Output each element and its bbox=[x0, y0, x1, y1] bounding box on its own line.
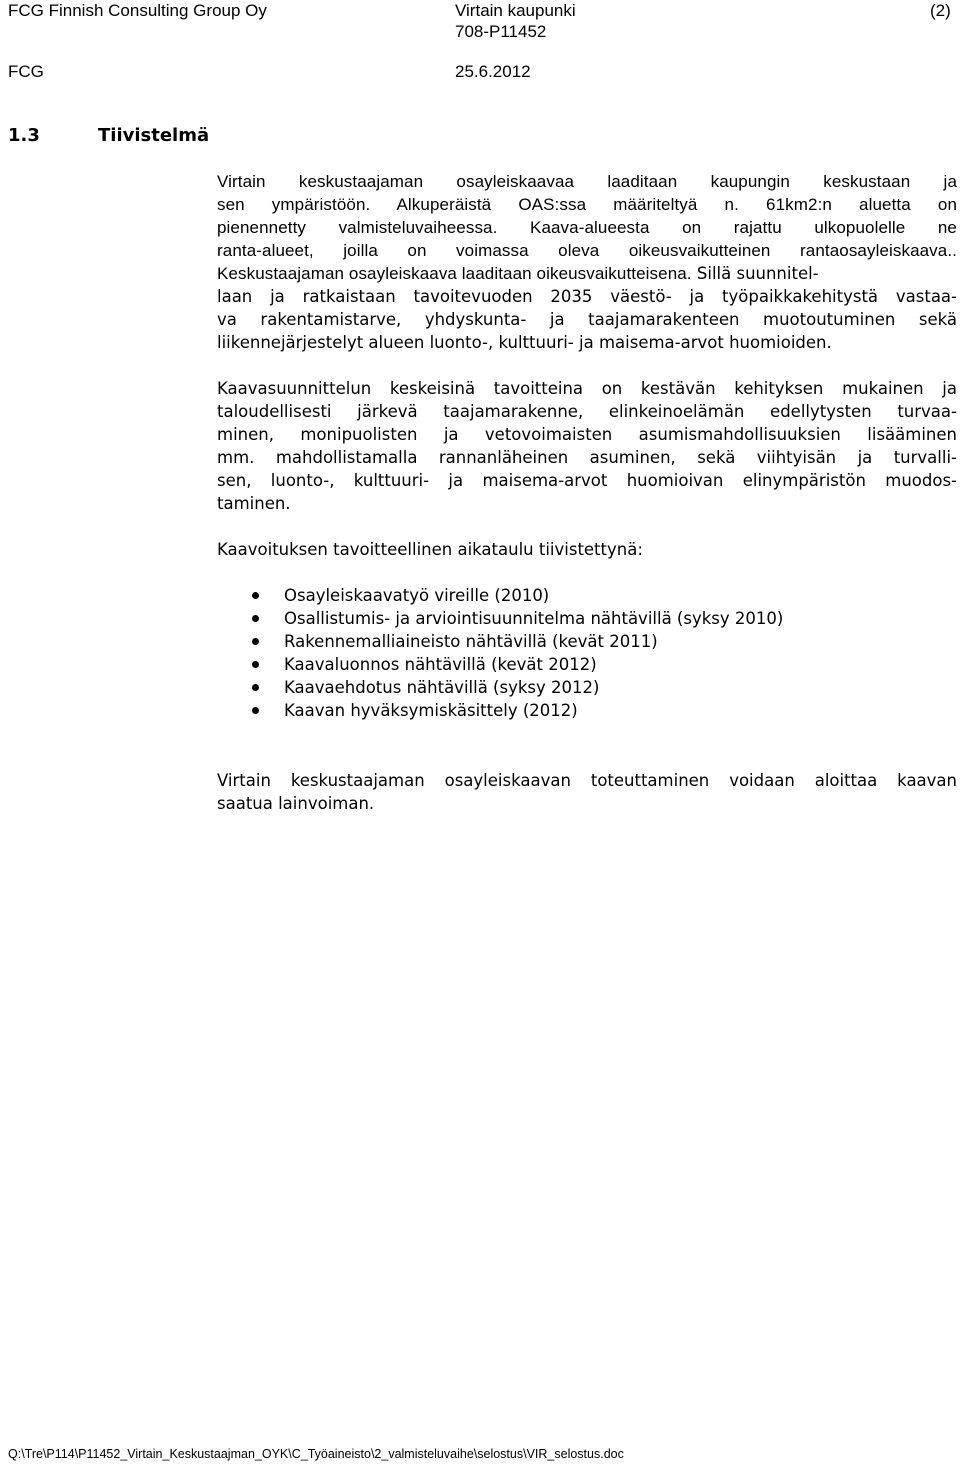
bullet-icon bbox=[252, 661, 259, 668]
paragraph-line: ranta-alueet, joilla on voimassa oleva oikeusvaikutteinen rantaosayleiskaava.. bbox=[217, 241, 957, 260]
list-item-text: Kaavaluonnos nähtävillä (kevät 2012) bbox=[284, 655, 597, 674]
header-abbreviation: FCG bbox=[8, 62, 44, 81]
company-name: FCG Finnish Consulting Group Oy bbox=[8, 1, 267, 20]
section-number: 1.3 bbox=[8, 125, 40, 146]
bullet-icon bbox=[252, 638, 259, 645]
list-item-text: Kaavan hyväksymiskäsittely (2012) bbox=[284, 701, 578, 720]
list-item bbox=[217, 630, 957, 653]
paragraph-line: taloudellisesti järkevä taajamarakenne, elinkeinoelämän edellytysten turvaa- bbox=[217, 402, 957, 421]
paragraph-line: Virtain keskustaajaman osayleiskaavaa laaditaan kaupungin keskustaan ja bbox=[217, 172, 957, 191]
bullet-icon bbox=[252, 615, 259, 622]
bullet-icon bbox=[252, 592, 259, 599]
section-title: Tiivistelmä bbox=[98, 125, 210, 146]
summary-paragraph-1 bbox=[217, 170, 957, 354]
paragraph-line: laan ja ratkaistaan tavoitevuoden 2035 väestö- ja työpaikkakehitystä vastaa- bbox=[217, 287, 957, 306]
paragraph-line: va rakentamistarve, yhdyskunta- ja taajamarakenteen muotoutuminen sekä bbox=[217, 310, 957, 329]
list-item bbox=[217, 584, 957, 607]
paragraph-line: saatua lainvoiman. bbox=[217, 794, 375, 813]
list-item bbox=[217, 699, 957, 722]
section-heading bbox=[8, 124, 209, 148]
list-item-text: Rakennemalliaineisto nähtävillä (kevät 2011) bbox=[284, 632, 658, 651]
project-number: 708-P11452 bbox=[455, 22, 547, 41]
document-body bbox=[217, 170, 957, 815]
document-date: 25.6.2012 bbox=[455, 62, 531, 81]
paragraph-line: Virtain keskustaajaman osayleiskaavan toteuttaminen voidaan aloittaa kaavan bbox=[217, 771, 957, 790]
paragraph-line: pienennetty valmisteluvaiheessa. Kaava-alueesta on rajattu ulkopuolelle ne bbox=[217, 218, 957, 237]
paragraph-line: sen ympäristöön. Alkuperäistä OAS:ssa määriteltyä n. 61km2:n aluetta on bbox=[217, 195, 957, 214]
schedule-intro: Kaavoituksen tavoitteellinen aikataulu tiivistettynä: bbox=[217, 540, 643, 559]
list-item-text: Kaavaehdotus nähtävillä (syksy 2012) bbox=[284, 678, 600, 697]
paragraph-line bbox=[217, 262, 957, 285]
list-item-text: Osallistumis- ja arviointisuunnitelma nähtävillä (syksy 2010) bbox=[284, 609, 784, 628]
paragraph-line: taminen. bbox=[217, 494, 291, 513]
paragraph-line: mm. mahdollistamalla rannanläheinen asuminen, sekä viihtyisän ja turvalli- bbox=[217, 448, 957, 467]
paragraph-line-part: Keskustaajaman osayleiskaava laaditaan oikeusvaikutteisena. bbox=[217, 264, 692, 283]
list-item bbox=[217, 607, 957, 630]
schedule-list bbox=[217, 584, 957, 722]
bullet-icon bbox=[252, 684, 259, 691]
implementation-paragraph bbox=[217, 769, 957, 815]
bullet-icon bbox=[252, 707, 259, 714]
paragraph-line: minen, monipuolisten ja vetovoimaisten asumismahdollisuuksien lisääminen bbox=[217, 425, 957, 444]
footer-file-path: Q:\Tre\P114\P11452_Virtain_Keskustaajman_OYK\C_Työaineisto\2_valmisteluvaihe\selostus\VIR_selostus.doc bbox=[8, 1447, 624, 1461]
page-number: (2) bbox=[930, 1, 951, 20]
list-item bbox=[217, 653, 957, 676]
client-name: Virtain kaupunki bbox=[455, 1, 576, 20]
paragraph-line-part: Sillä suunnitel- bbox=[691, 264, 819, 283]
paragraph-line: sen, luonto-, kulttuuri- ja maisema-arvot huomioivan elinympäristön muodos- bbox=[217, 471, 957, 490]
paragraph-line: Kaavasuunnittelun keskeisinä tavoitteina on kestävän kehityksen mukainen ja bbox=[217, 379, 957, 398]
list-item bbox=[217, 676, 957, 699]
list-item-text: Osayleiskaavatyö vireille (2010) bbox=[284, 586, 550, 605]
paragraph-line: liikennejärjestelyt alueen luonto-, kulttuuri- ja maisema-arvot huomioiden. bbox=[217, 333, 832, 352]
summary-paragraph-2 bbox=[217, 377, 957, 515]
